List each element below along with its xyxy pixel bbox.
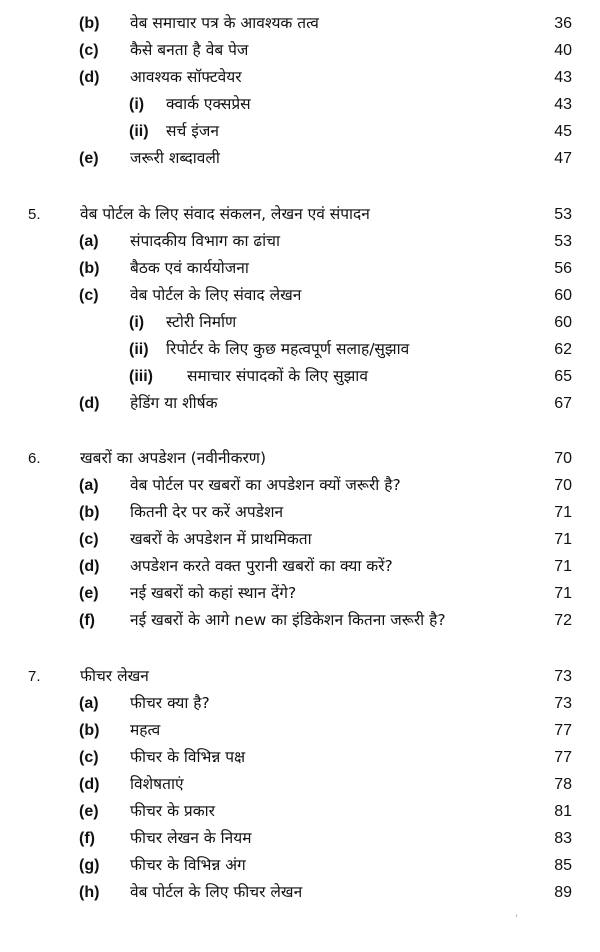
entry-title: वेब समाचार पत्र के आवश्यक तत्व bbox=[130, 14, 319, 32]
entry-title: वेब पोर्टल के लिए फीचर लेखन bbox=[130, 883, 303, 901]
entry-marker: (iii) bbox=[129, 368, 153, 385]
entry-page-number: 83 bbox=[554, 830, 572, 847]
entry-title: फीचर लेखन के नियम bbox=[130, 829, 252, 847]
entry-marker: (d) bbox=[79, 558, 100, 575]
toc-entry bbox=[0, 10, 600, 37]
entry-page-number: 43 bbox=[554, 69, 572, 86]
entry-title: जरूरी शब्दावली bbox=[130, 149, 220, 167]
toc-entry bbox=[0, 553, 600, 580]
toc-entry bbox=[0, 499, 600, 526]
entry-marker: (d) bbox=[79, 69, 100, 86]
entry-marker: (ii) bbox=[129, 123, 149, 140]
entry-title: फीचर के प्रकार bbox=[130, 802, 215, 820]
entry-title: आवश्यक सॉफ्टवेयर bbox=[130, 68, 242, 86]
entry-page-number: 89 bbox=[554, 884, 572, 901]
entry-title: खबरों के अपडेशन में प्राथमिकता bbox=[130, 530, 312, 548]
entry-title: वेब पोर्टल के लिए संवाद लेखन bbox=[130, 286, 302, 304]
entry-page-number: 53 bbox=[554, 233, 572, 250]
entry-title: वेब पोर्टल पर खबरों का अपडेशन क्यों जरूरी है? bbox=[130, 476, 401, 494]
scan-speck bbox=[516, 914, 517, 917]
toc-entry bbox=[0, 771, 600, 798]
toc-entry bbox=[0, 37, 600, 64]
toc-entry bbox=[0, 118, 600, 145]
entry-marker: (a) bbox=[79, 695, 99, 712]
entry-page-number: 67 bbox=[554, 395, 572, 412]
entry-title: फीचर क्या है? bbox=[130, 694, 210, 712]
entry-marker: (d) bbox=[79, 776, 100, 793]
entry-marker: (f) bbox=[79, 830, 95, 847]
entry-page-number: 71 bbox=[554, 504, 572, 521]
entry-marker: (c) bbox=[79, 42, 99, 59]
entry-title: फीचर के विभिन्न अंग bbox=[130, 856, 246, 874]
toc-entry bbox=[0, 228, 600, 255]
entry-title: संपादकीय विभाग का ढांचा bbox=[130, 232, 281, 250]
toc-entry bbox=[0, 690, 600, 717]
entry-title: रिपोर्टर के लिए कुछ महत्वपूर्ण सलाह/सुझाव bbox=[166, 340, 410, 358]
entry-page-number: 47 bbox=[554, 150, 572, 167]
entry-page-number: 53 bbox=[554, 206, 572, 223]
entry-marker: (e) bbox=[79, 585, 99, 602]
entry-page-number: 56 bbox=[554, 260, 572, 277]
entry-marker: (i) bbox=[129, 96, 145, 113]
entry-page-number: 73 bbox=[554, 695, 572, 712]
toc-entry bbox=[0, 390, 600, 417]
entry-page-number: 81 bbox=[554, 803, 572, 820]
toc-entry bbox=[0, 717, 600, 744]
toc-chapter-entry bbox=[0, 201, 600, 228]
entry-page-number: 77 bbox=[554, 722, 572, 739]
entry-title: कितनी देर पर करें अपडेशन bbox=[130, 503, 284, 521]
entry-page-number: 70 bbox=[554, 450, 572, 467]
chapter-number: 7. bbox=[28, 668, 41, 685]
chapter-title: खबरों का अपडेशन (नवीनीकरण) bbox=[80, 449, 267, 467]
entry-title: बैठक एवं कार्ययोजना bbox=[130, 259, 249, 277]
entry-page-number: 45 bbox=[554, 123, 572, 140]
toc-entry bbox=[0, 798, 600, 825]
toc-entry bbox=[0, 879, 600, 906]
entry-page-number: 43 bbox=[554, 96, 572, 113]
toc-entry bbox=[0, 744, 600, 771]
entry-marker: (a) bbox=[79, 233, 99, 250]
entry-title: सर्च इंजन bbox=[166, 122, 219, 140]
toc-entry bbox=[0, 64, 600, 91]
entry-page-number: 60 bbox=[554, 314, 572, 331]
entry-marker: (e) bbox=[79, 150, 99, 167]
entry-page-number: 71 bbox=[554, 558, 572, 575]
entry-marker: (h) bbox=[79, 884, 100, 901]
toc-entry bbox=[0, 145, 600, 172]
entry-title: अपडेशन करते वक्त पुरानी खबरों का क्या करें? bbox=[130, 557, 393, 575]
entry-marker: (c) bbox=[79, 749, 99, 766]
entry-marker: (g) bbox=[79, 857, 100, 874]
entry-marker: (ii) bbox=[129, 341, 149, 358]
entry-marker: (e) bbox=[79, 803, 99, 820]
entry-page-number: 78 bbox=[554, 776, 572, 793]
toc-entry bbox=[0, 282, 600, 309]
chapter-number: 6. bbox=[28, 450, 41, 467]
entry-title: नई खबरों के आगे new का इंडिकेशन कितना जरूरी है? bbox=[130, 611, 446, 629]
entry-title: महत्व bbox=[130, 721, 161, 739]
entry-title: नई खबरों को कहां स्थान देंगे? bbox=[130, 584, 297, 602]
toc-entry bbox=[0, 607, 600, 634]
entry-page-number: 36 bbox=[554, 15, 572, 32]
entry-title: कैसे बनता है वेब पेज bbox=[130, 41, 249, 59]
entry-marker: (c) bbox=[79, 287, 99, 304]
chapter-title: वेब पोर्टल के लिए संवाद संकलन, लेखन एवं संपादन bbox=[80, 205, 370, 223]
toc-entry bbox=[0, 580, 600, 607]
entry-marker: (f) bbox=[79, 612, 95, 629]
toc-entry bbox=[0, 852, 600, 879]
entry-page-number: 77 bbox=[554, 749, 572, 766]
entry-marker: (b) bbox=[79, 260, 100, 277]
entry-title: क्वार्क एक्सप्रेस bbox=[166, 95, 251, 113]
toc-entry bbox=[0, 336, 600, 363]
entry-page-number: 71 bbox=[554, 585, 572, 602]
entry-page-number: 71 bbox=[554, 531, 572, 548]
entry-marker: (i) bbox=[129, 314, 145, 331]
entry-title: स्टोरी निर्माण bbox=[166, 313, 237, 331]
entry-marker: (b) bbox=[79, 504, 100, 521]
entry-marker: (b) bbox=[79, 15, 100, 32]
chapter-number: 5. bbox=[28, 206, 41, 223]
toc-entry bbox=[0, 526, 600, 553]
entry-page-number: 40 bbox=[554, 42, 572, 59]
toc-entry bbox=[0, 472, 600, 499]
entry-title: फीचर के विभिन्न पक्ष bbox=[130, 748, 246, 766]
entry-page-number: 72 bbox=[554, 612, 572, 629]
chapter-title: फीचर लेखन bbox=[80, 667, 149, 685]
toc-entry bbox=[0, 255, 600, 282]
toc-chapter-entry bbox=[0, 663, 600, 690]
toc-entry bbox=[0, 363, 600, 390]
entry-page-number: 73 bbox=[554, 668, 572, 685]
entry-marker: (c) bbox=[79, 531, 99, 548]
entry-title: हेडिंग या शीर्षक bbox=[130, 394, 218, 412]
toc-entry bbox=[0, 309, 600, 336]
entry-page-number: 70 bbox=[554, 477, 572, 494]
entry-page-number: 60 bbox=[554, 287, 572, 304]
entry-page-number: 62 bbox=[554, 341, 572, 358]
entry-title: विशेषताएं bbox=[130, 775, 184, 793]
entry-title: समाचार संपादकों के लिए सुझाव bbox=[187, 367, 368, 385]
entry-marker: (b) bbox=[79, 722, 100, 739]
toc-chapter-entry bbox=[0, 445, 600, 472]
toc-entry bbox=[0, 825, 600, 852]
entry-marker: (a) bbox=[79, 477, 99, 494]
toc-entry bbox=[0, 91, 600, 118]
entry-page-number: 65 bbox=[554, 368, 572, 385]
entry-page-number: 85 bbox=[554, 857, 572, 874]
entry-marker: (d) bbox=[79, 395, 100, 412]
